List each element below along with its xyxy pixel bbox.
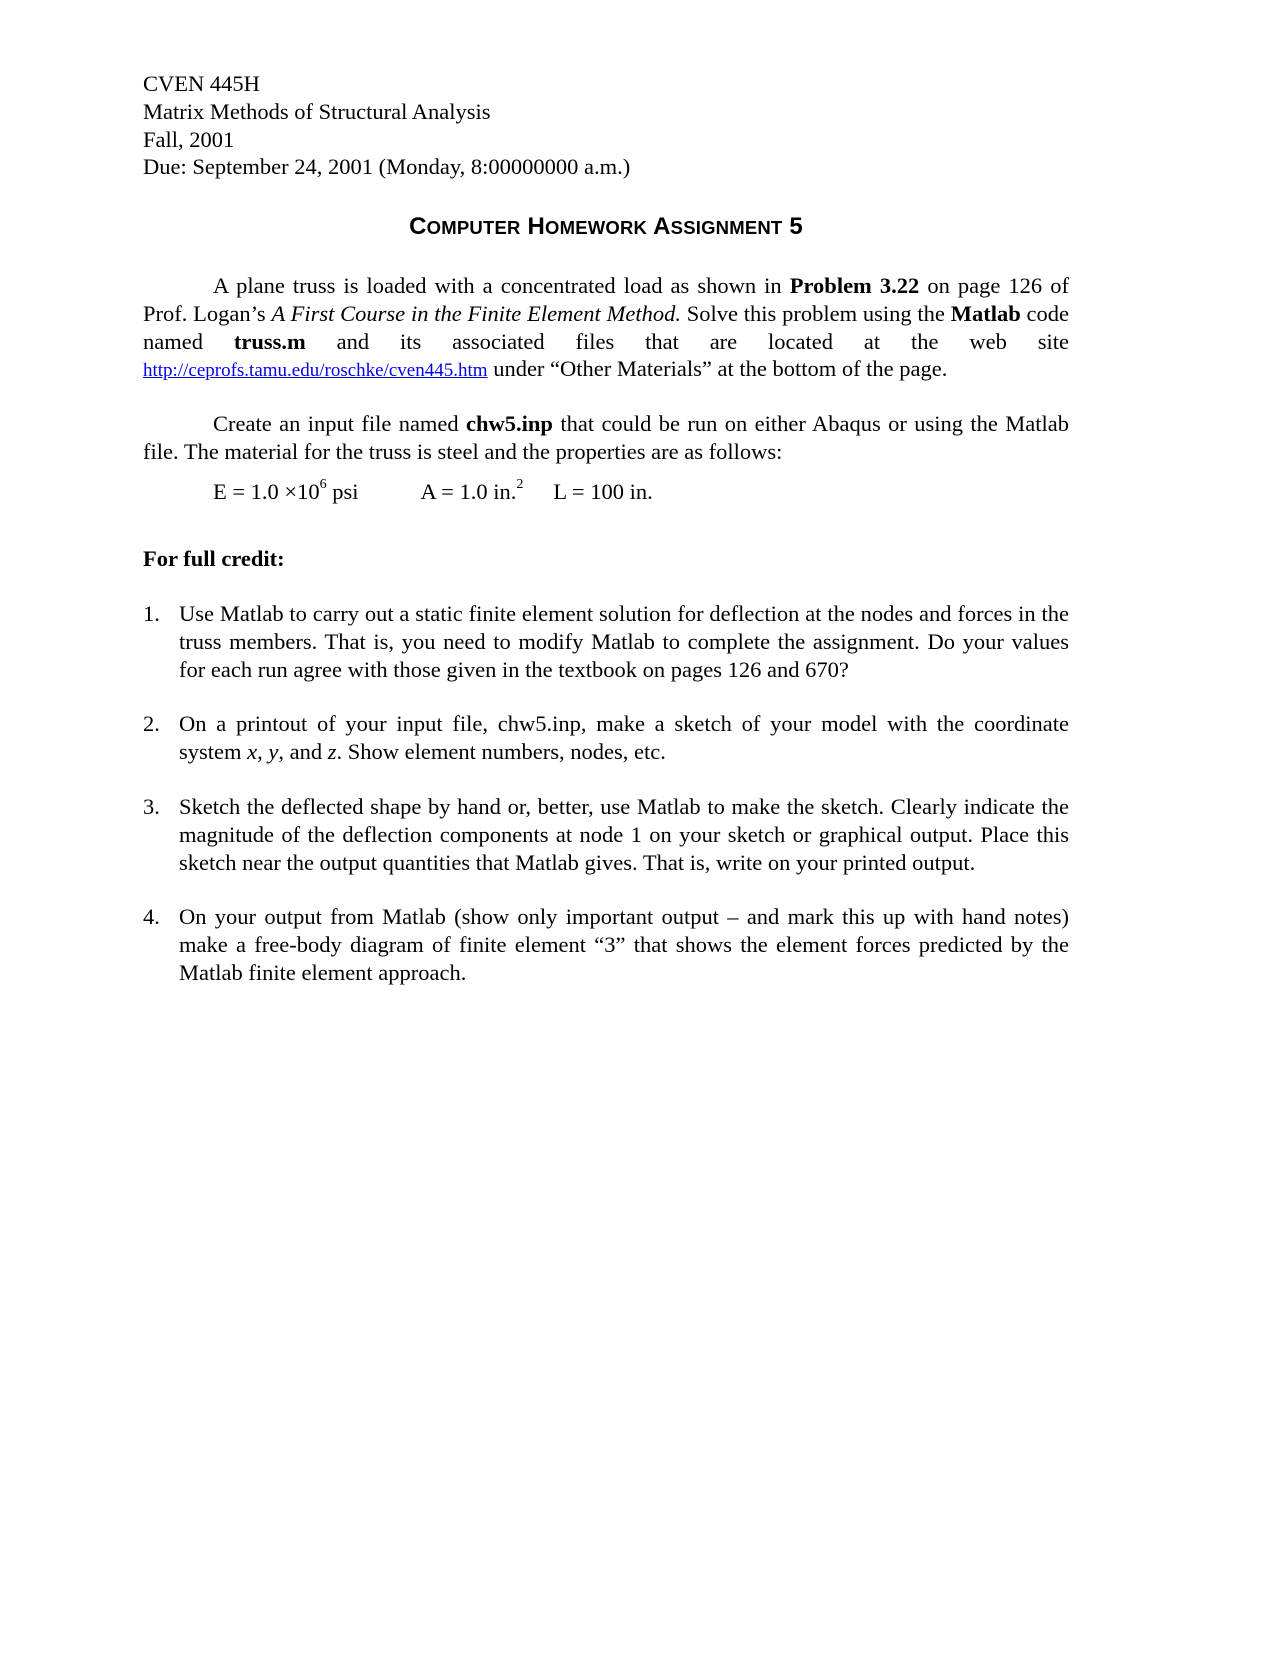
item-number: 2. [143, 711, 160, 737]
problem-ref: Problem 3.22 [789, 273, 920, 298]
book-title: A First Course in the Finite Element Method. [271, 300, 681, 326]
term: Fall, 2001 [143, 126, 235, 152]
list-item [143, 903, 1069, 986]
item-text: On a printout of your input file, chw5.inp, make a sketch of your model with the coordinate system [179, 711, 1069, 765]
title-cap-2: H [527, 213, 545, 240]
text: Solve this problem using the [680, 300, 951, 326]
credit-heading: For full credit: [143, 546, 285, 571]
text: , and [278, 739, 328, 765]
text: that could be run on either Abaqus or using the Matlab file. The material for the truss is steel and the properties are as follows: [143, 411, 1069, 464]
text: code named [143, 300, 1069, 354]
item-number: 3. [143, 793, 160, 819]
text: on page 126 of Prof. Logan’s [143, 273, 1069, 326]
input-file-name: chw5.inp [466, 411, 553, 436]
title-cap-3: A [653, 213, 671, 240]
material-properties [213, 478, 653, 506]
modulus: E = 1.0 ×10 [213, 479, 320, 504]
list-item [143, 793, 1069, 876]
exponent: 2 [516, 476, 524, 492]
list-item [143, 710, 1069, 766]
intro-paragraph [143, 272, 1069, 385]
item-number: 4. [143, 904, 160, 930]
code-name: truss.m [233, 328, 306, 354]
title-number: 5 [789, 213, 803, 240]
matlab-label: Matlab [950, 300, 1021, 326]
title-rest-1: OMPUTER [426, 217, 521, 238]
requirements-list [143, 600, 1069, 1014]
input-file-paragraph [143, 410, 1069, 466]
list-item [143, 600, 1069, 683]
axis-x: x [247, 739, 258, 765]
text: Create an input file named [213, 411, 467, 436]
exponent: 6 [319, 476, 327, 492]
title-rest-3: SSIGNMENT [670, 217, 783, 238]
axis-z: z [327, 739, 337, 765]
text: A plane truss is loaded with a concentrated load as shown in [213, 273, 790, 298]
modulus-unit: psi [326, 479, 359, 504]
course-code: CVEN 445H [143, 71, 260, 96]
due-date: Due: September 24, 2001 (Monday, 8:00000000 a.m.) [143, 154, 631, 180]
title-rest-2: OMEWORK [545, 217, 648, 238]
course-website-link[interactable]: http://ceprofs.tamu.edu/roschke/cven445.htm [143, 360, 488, 382]
axis-y: y [268, 739, 279, 765]
item-text: Sketch the deflected shape by hand or, better, use Matlab to make the sketch. Clearly indicate the magnitude of the deflection components at node 1 on your sketch or graphical output. Place this sketch near the output quantities that Matlab gives. That is, write on your printed output. [179, 793, 1069, 875]
text: and its associated files that are located at the web site [305, 328, 1069, 354]
item-number: 1. [143, 601, 160, 626]
title-cap-1: C [409, 213, 427, 240]
length: L = 100 in. [553, 479, 653, 504]
area: A = 1.0 in. [420, 479, 517, 504]
assignment-title [143, 213, 1069, 242]
text: . Show element numbers, nodes, etc. [336, 739, 666, 765]
text: under “Other Materials” at the bottom of the page. [487, 356, 948, 382]
text: , [257, 739, 269, 765]
item-text: Use Matlab to carry out a static finite element solution for deflection at the nodes and forces in the truss members. That is, you need to modify Matlab to complete the assignment. Do your values for each run agree with those given in the textbook on pages 126 and 670? [179, 601, 1069, 682]
course-title: Matrix Methods of Structural Analysis [143, 98, 491, 124]
item-text: On your output from Matlab (show only important output – and mark this up with hand notes) make a free-body diagram of finite element “3” that shows the element forces predicted by the Matlab finite element approach. [179, 904, 1069, 985]
